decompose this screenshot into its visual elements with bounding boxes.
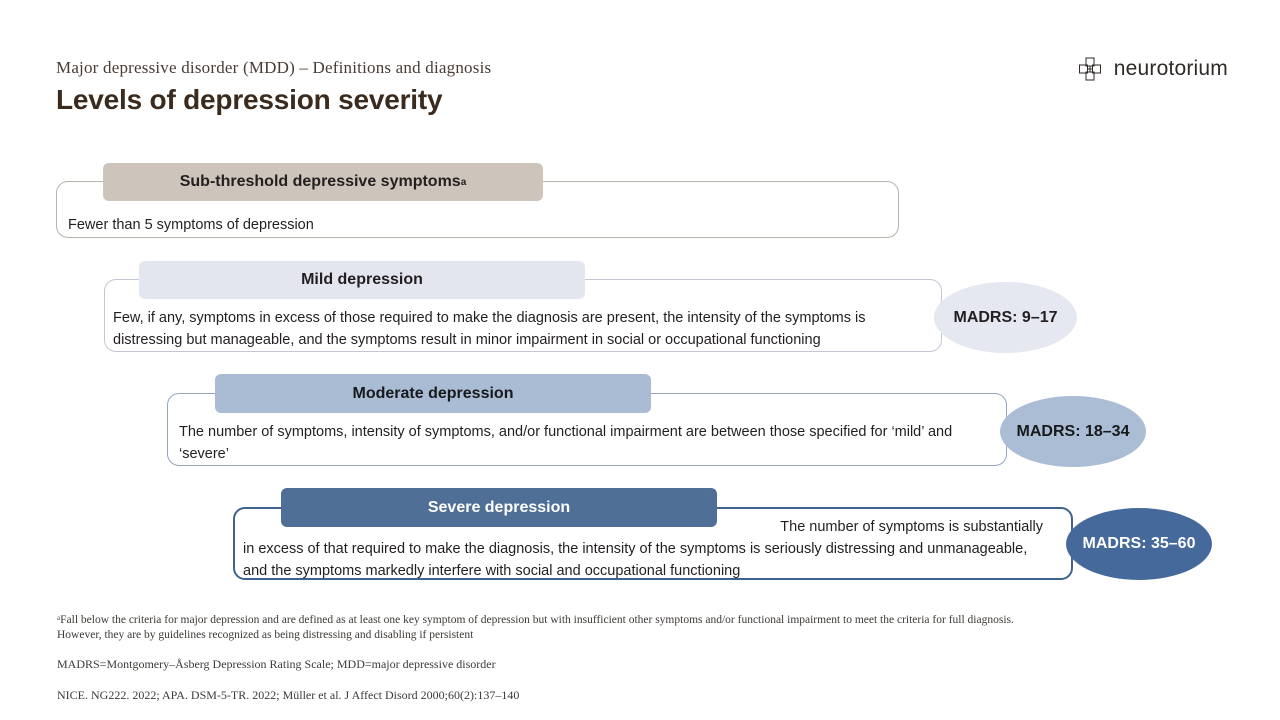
severity-label-moderate: Moderate depression (215, 374, 651, 413)
page-title: Levels of depression severity (56, 84, 443, 115)
severity-label-mild: Mild depression (139, 261, 585, 299)
brand-logo (1076, 55, 1228, 83)
severity-label-severe: Severe depression (281, 488, 717, 527)
severity-description-severe-line2: in excess of that required to make the diagnosis, the intensity of the symptoms is seriously distressing and unmanageable, and the symptoms markedly interfere with social and occupational functioning (243, 541, 1028, 579)
severity-description-moderate: The number of symptoms, intensity of symptoms, and/or functional impairment are between those specified for ‘mild’ and ‘severe’ (179, 424, 953, 462)
severity-description-mild: Few, if any, symptoms in excess of those required to make the diagnosis are present, the intensity of the symptoms is distressing but manageable, and the symptoms result in minor impairment in social or occupational functioning (113, 310, 866, 348)
severity-label-text: Sub-threshold depressive symptoms (179, 173, 461, 190)
madrs-score-mild: MADRS: 9–17 (934, 282, 1077, 353)
slide-eyebrow: Major depressive disorder (MDD) – Definitions and diagnosis (56, 58, 492, 77)
neurotorium-logo-icon (1076, 55, 1104, 83)
footnotes (57, 613, 1057, 703)
madrs-score-severe: MADRS: 35–60 (1066, 508, 1212, 580)
abbreviations-text: MADRS=Montgomery–Åsberg Depression Rating Scale; MDD=major depressive disorder (57, 657, 496, 671)
references-text: NICE. NG222. 2022; APA. DSM-5-TR. 2022; Müller et al. J Affect Disord 2000;60(2):137–140 (57, 688, 520, 702)
severity-description-sub-threshold: Fewer than 5 symptoms of depression (68, 217, 314, 233)
footnote-marker-a: a (460, 176, 467, 188)
severity-label-sub-threshold (103, 163, 543, 201)
severity-description-severe-line1: The number of symptoms is substantially (780, 519, 1043, 535)
brand-name: neurotorium (1113, 57, 1228, 80)
madrs-score-moderate: MADRS: 18–34 (1000, 396, 1146, 467)
footnote-a-text: ᵃFall below the criteria for major depression and are defined as at least one key symptom of depression but with insufficient other symptoms and/or functional impairment to meet the criteria for full diagnosis. However, they are by guidelines recognized as being distressing and disabling if persistent (57, 614, 1014, 641)
